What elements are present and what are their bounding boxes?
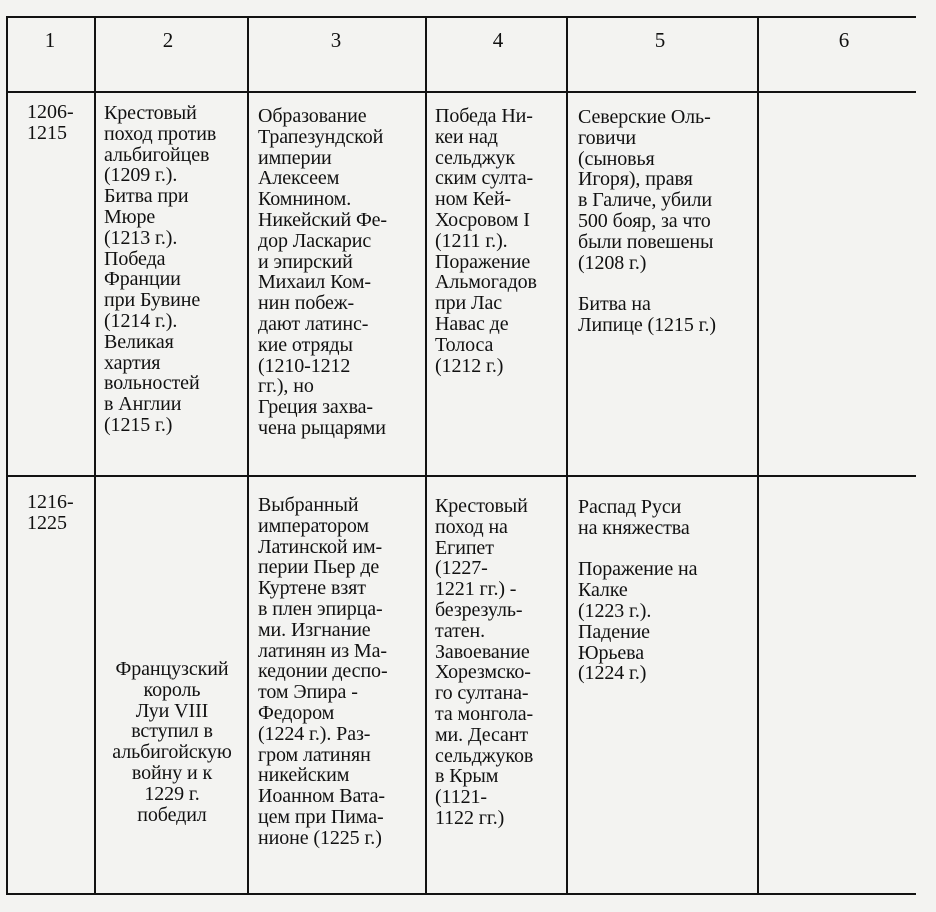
column-border (6, 16, 8, 895)
row-1-col-5: Северские Оль- говичи (сыновья Игоря), правя в Галиче, убили 500 бояр, за что были повешены (1208 г.) Битва на Липице (1215 г.) (578, 106, 716, 336)
column-border (247, 16, 249, 895)
header-col-2: 2 (162, 27, 174, 52)
row-2-col-4: Крестовый поход на Египет (1227- 1221 гг.) - безрезуль- татен. Завоевание Хорезмско- го султана- та монгола- ми. Десант сельджуков в Крым (1121- 1122 гг.) (435, 495, 534, 829)
header-bottom-border (6, 91, 916, 93)
row-2-col-2: Французский король Луи VIII вступил в альбигойскую войну и к 1229 г. победил (112, 658, 232, 826)
column-border (425, 16, 427, 895)
column-border (94, 16, 96, 895)
header-col-4: 4 (492, 27, 504, 52)
column-border (757, 16, 759, 895)
row-1-col-2: Крестовый поход против альбигойцев (1209 г.). Битва при Мюре (1213 г.). Победа Франции при Бувине (1214 г.). Великая хартия вольностей в Англии (1215 г.) (104, 102, 217, 436)
row-1-year: 1206- 1215 (27, 101, 74, 144)
row-1-col-3: Образование Трапезундской империи Алексеем Комнином. Никейский Фе- дор Ласкарис и эпирский Михаил Ком- нин побеж- дают латинс- кие отряды (1210-1212 гг.), но Греция захва- чена рыцарями (258, 105, 387, 439)
header-col-3: 3 (330, 27, 342, 52)
column-border (566, 16, 568, 895)
header-col-5: 5 (654, 27, 666, 52)
table-bottom-border (6, 893, 916, 895)
row-2-col-5: Распад Руси на княжества Поражение на Калке (1223 г.). Падение Юрьева (1224 г.) (578, 496, 698, 685)
row-divider (6, 475, 916, 477)
row-2-year: 1216- 1225 (27, 491, 74, 534)
header-col-6: 6 (838, 27, 850, 52)
row-2-col-3: Выбранный императором Латинской им- перии Пьер де Куртене взят в плен эпирца- ми. Изгнание латинян из Ма- кедонии деспо- том Эпира - Федором (1224 г.). Раз- гром латинян никейским Иоанном Вата- цем при Пима- нионе (1225 г.) (258, 494, 388, 849)
header-col-1: 1 (44, 27, 56, 52)
row-1-col-4: Победа Ни- кеи над сельджук ским султа- ном Кей- Хосровом I (1211 г.). Поражение Альмогадов при Лас Навас де Толоса (1212 г.) (435, 105, 537, 377)
